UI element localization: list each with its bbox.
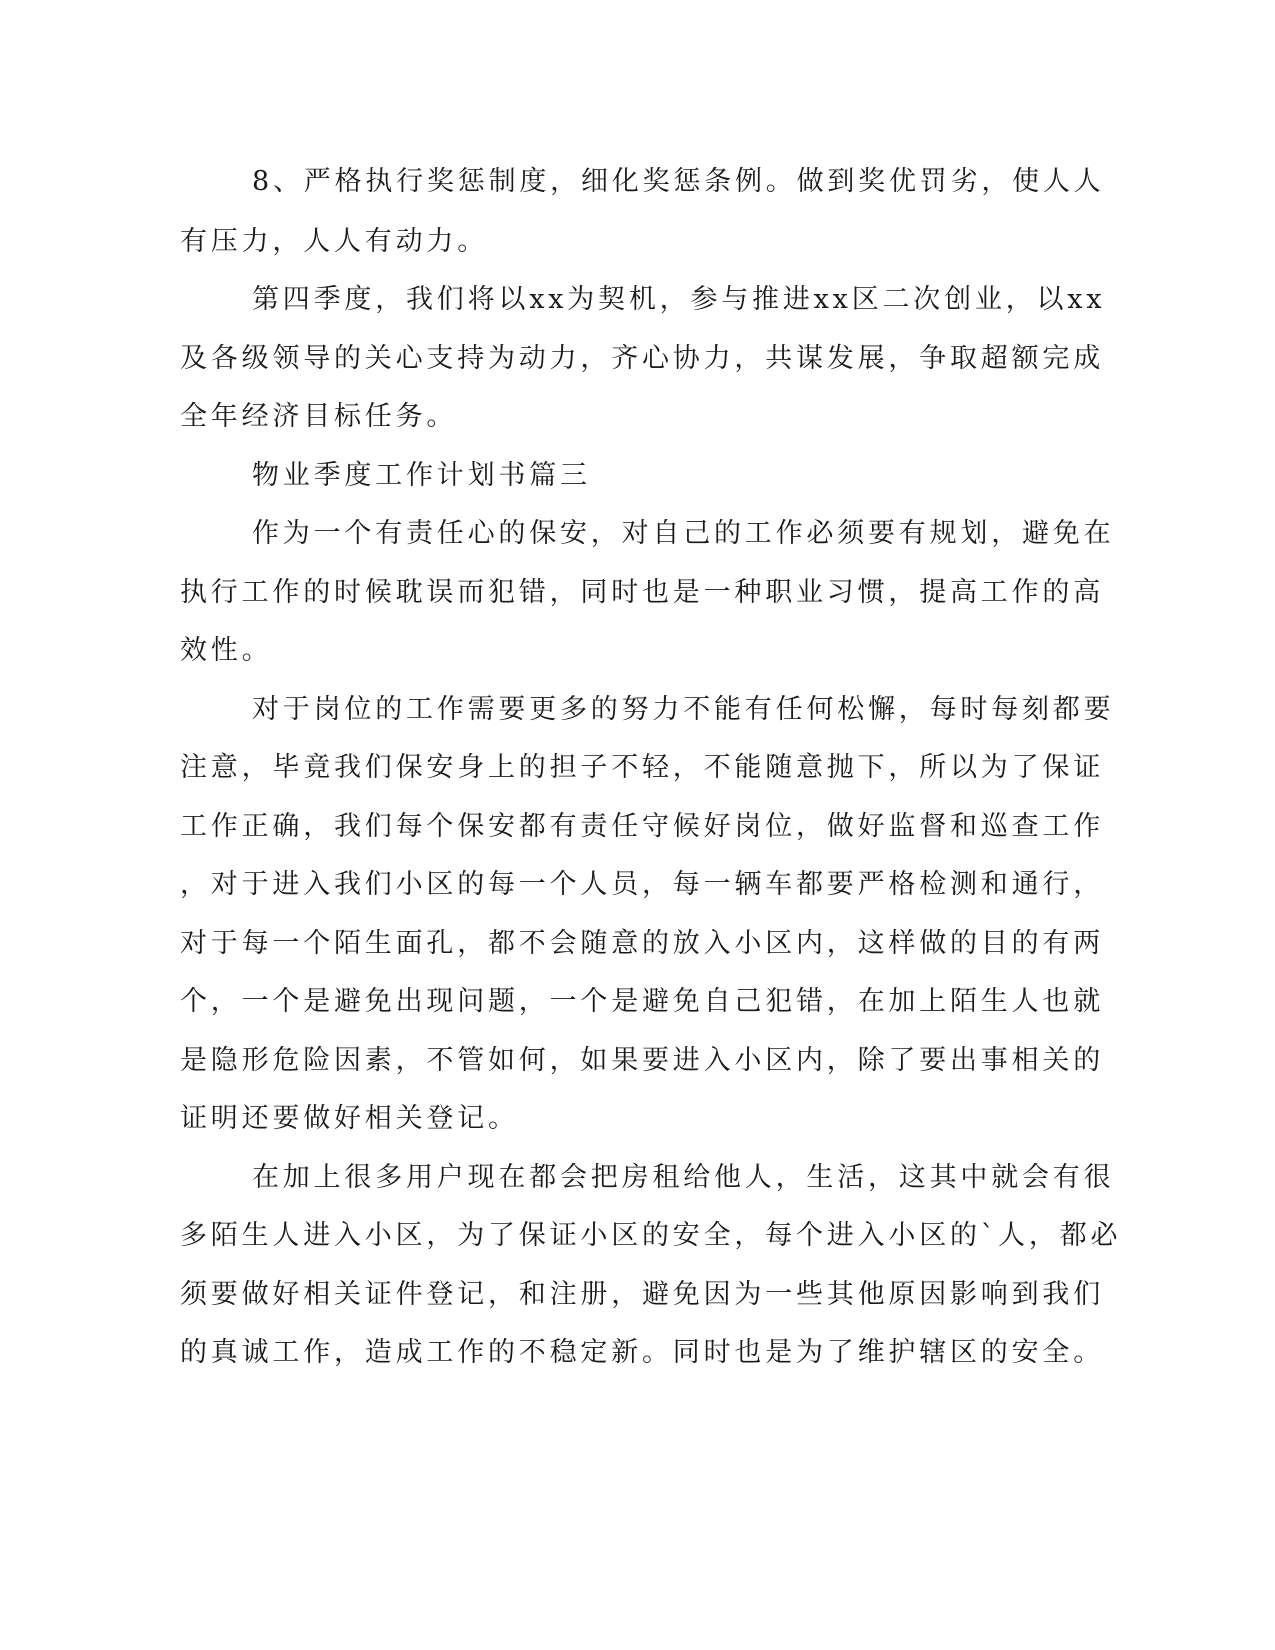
paragraph-line: 第四季度，我们将以xx为契机，参与推进xx区二次创业，以xx	[252, 284, 1106, 315]
paragraph-line: 作为一个有责任心的保安，对自己的工作必须要有规划，避免在	[252, 518, 1115, 549]
paragraph-line: 全年经济目标任务。	[180, 401, 458, 432]
paragraph-line: 个，一个是避免出现问题，一个是避免自己犯错，在加上陌生人也就	[180, 986, 1104, 1017]
paragraph-line: 是隐形危险因素，不管如何，如果要进入小区内，除了要出事相关的	[180, 1045, 1104, 1076]
paragraph-line: 须要做好相关证件登记，和注册，避免因为一些其他原因影响到我们	[180, 1279, 1104, 1310]
paragraph-line: 多陌生人进入小区，为了保证小区的安全，每个进入小区的`人，都必	[180, 1220, 1122, 1251]
paragraph-line: 注意，毕竟我们保安身上的担子不轻，不能随意抛下，所以为了保证	[180, 752, 1104, 783]
paragraph-line: 的真诚工作，造成工作的不稳定新。同时也是为了维护辖区的安全。	[180, 1337, 1104, 1368]
paragraph-line: ，对于进入我们小区的每一个人员，每一辆车都要严格检测和通行，	[180, 869, 1104, 900]
paragraph-line: 对于岗位的工作需要更多的努力不能有任何松懈，每时每刻都要	[252, 694, 1115, 725]
paragraph-line: 有压力，人人有动力。	[180, 226, 488, 257]
paragraph-line: 执行工作的时候耽误而犯错，同时也是一种职业习惯，提高工作的高	[180, 577, 1104, 608]
section-heading: 物业季度工作计划书篇三	[252, 460, 591, 491]
paragraph-line: 8、严格执行奖惩制度，细化奖惩条例。做到奖优罚劣，使人人	[252, 166, 1105, 197]
paragraph-line: 效性。	[180, 635, 273, 666]
paragraph-line: 工作正确，我们每个保安都有责任守候好岗位，做好监督和巡查工作	[180, 811, 1104, 842]
paragraph-line: 证明还要做好相关登记。	[180, 1103, 519, 1134]
paragraph-line: 对于每一个陌生面孔，都不会随意的放入小区内，这样做的目的有两	[180, 928, 1104, 959]
paragraph-line: 在加上很多用户现在都会把房租给他人，生活，这其中就会有很	[252, 1162, 1115, 1193]
paragraph-line: 及各级领导的关心支持为动力，齐心协力，共谋发展，争取超额完成	[180, 343, 1104, 374]
